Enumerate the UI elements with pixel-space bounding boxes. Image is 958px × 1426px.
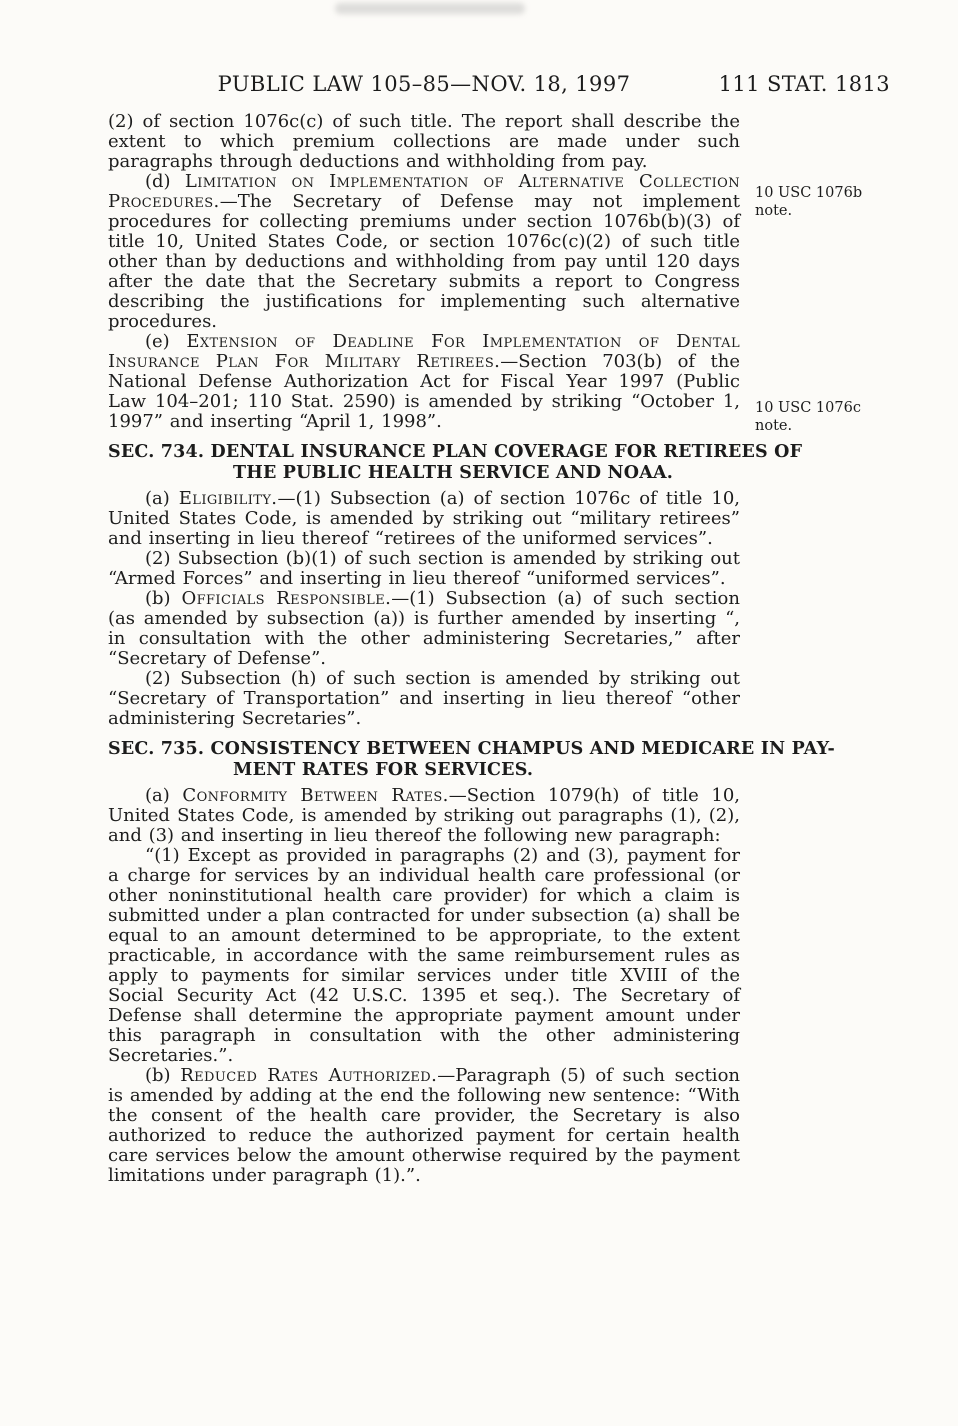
body-paragraph	[108, 112, 740, 172]
usc-margin-note-line: note.	[755, 203, 793, 219]
body-paragraph	[108, 1066, 740, 1186]
usc-margin-note-line: 10 USC 1076c	[755, 400, 861, 416]
text-run: —Section 1079(h) of title 10, United States Code, is amended by striking out paragraphs (1), (2), and (3) and inserting in lieu thereof the following new paragraph:	[108, 785, 740, 846]
section-heading-line: SEC. 734. DENTAL INSURANCE PLAN COVERAGE FOR RETIREES OF	[108, 442, 803, 462]
small-caps-run: Extension of Deadline For Implementation of Dental Insurance Plan For Military Retirees.	[108, 331, 740, 372]
small-caps-run: Officials Responsible.	[181, 588, 392, 609]
text-run: (b)	[145, 588, 182, 609]
section-heading-line: SEC. 735. CONSISTENCY BETWEEN CHAMPUS AND MEDICARE IN PAY-	[108, 739, 835, 759]
section-heading	[108, 739, 835, 781]
body-paragraph	[108, 589, 740, 669]
text-run: —(1) Subsection (a) of such section (as amended by subsection (a)) is further amended by inserting “, in consultation with the other administering Secretaries,” after “Secretary of Defense”.	[108, 588, 740, 669]
usc-margin-note-line: note.	[755, 418, 793, 434]
stat-page-number: 111 STAT. 1813	[718, 72, 890, 96]
small-caps-run: Reduced Rates Authorized.	[180, 1065, 438, 1086]
small-caps-run: Conformity Between Rates.	[182, 785, 449, 806]
small-caps-run: Limitation on Implementation of Alternative Collection Procedures.	[108, 171, 740, 212]
body-paragraph	[108, 332, 740, 432]
body-paragraph	[108, 172, 740, 332]
text-run: (e)	[145, 331, 187, 352]
section-heading-line: MENT RATES FOR SERVICES.	[233, 760, 534, 780]
text-run: (2) of section 1076c(c) of such title. The report shall describe the extent to which premium collections are made under such paragraphs through deductions and withholding from pay.	[108, 111, 740, 172]
body-paragraph	[108, 489, 740, 549]
text-run: (a)	[145, 488, 179, 509]
section-heading-line: THE PUBLIC HEALTH SERVICE AND NOAA.	[233, 463, 674, 483]
body-paragraph	[108, 549, 740, 589]
text-run: —Paragraph (5) of such section is amended by adding at the end the following new sentence: “With the consent of the health care provider, the Secretary is also authorized to reduce the authorized payment for certain health care services below the amount otherwise required by the payment limitations under paragraph (1).”.	[108, 1065, 740, 1186]
usc-margin-note	[755, 184, 905, 220]
usc-margin-note-line: 10 USC 1076b	[755, 185, 863, 201]
running-head-law-title: PUBLIC LAW 105–85—NOV. 18, 1997	[217, 72, 631, 96]
scan-smudge-artifact	[335, 3, 525, 14]
text-run: (d)	[145, 171, 185, 192]
body-paragraph	[108, 669, 740, 729]
small-caps-run: Eligibility.	[178, 488, 278, 509]
text-run: (a)	[145, 785, 183, 806]
text-run: —Section 703(b) of the National Defense Authorization Act for Fiscal Year 1997 (Public Law 104–201; 110 Stat. 2590) is amended by striking “October 1, 1997” and inserting “April 1, 1998”.	[108, 351, 740, 432]
text-run: —(1) Subsection (a) of section 1076c of title 10, United States Code, is amended by striking out “military retirees” and inserting in lieu thereof “retirees of the uniformed services”.	[108, 488, 740, 549]
body-paragraph	[108, 846, 740, 1066]
usc-margin-note	[755, 399, 905, 435]
text-run: “(1) Except as provided in paragraphs (2) and (3), payment for a charge for services by an individual health care professional (or other noninstitutional health care provider) for which a claim is submitted under a plan contracted for under subsection (a) shall be equal to an amount determined to be appropriate, to the extent practicable, in accordance with the same reimbursement rules as apply to payments for similar services under title XVIII of the Social Security Act (42 U.S.C. 1395 et seq.). The Secretary of Defense shall determine the appropriate payment amount under this paragraph in consultation with the other administering Secretaries.”.	[108, 845, 740, 1066]
text-run: —The Secretary of Defense may not implement procedures for collecting premiums under section 1076b(b)(3) of title 10, United States Code, or section 1076c(c)(2) of such title other than by deductions and withholding from pay until 120 days after the date that the Secretary submits a report to Congress describing the justifications for implementing such alternative procedures.	[108, 191, 740, 332]
body-paragraph	[108, 786, 740, 846]
text-run: (2) Subsection (b)(1) of such section is amended by striking out “Armed Forces” and inserting in lieu thereof “uniformed services”.	[108, 548, 740, 589]
text-run: (b)	[145, 1065, 181, 1086]
text-run: (2) Subsection (h) of such section is amended by striking out “Secretary of Transportation” and inserting in lieu thereof “other administering Secretaries”.	[108, 668, 740, 729]
section-heading	[108, 442, 803, 484]
